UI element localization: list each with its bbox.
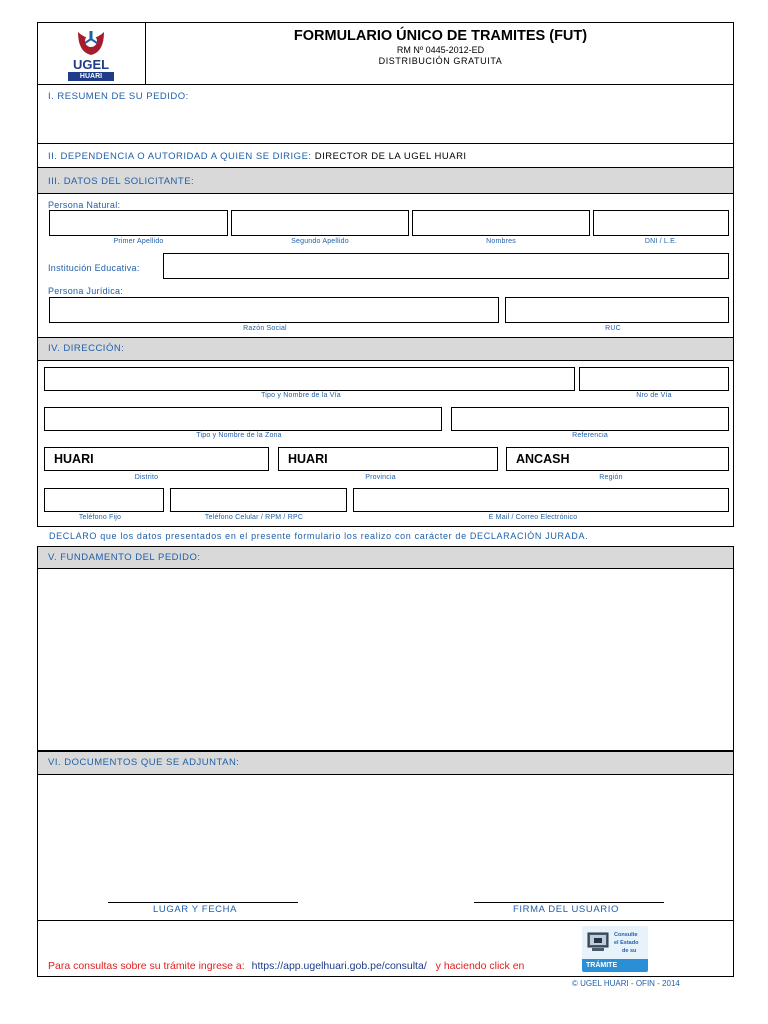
razon-social-field[interactable] (49, 297, 499, 323)
primer-apellido-field[interactable] (49, 210, 228, 236)
declaration-text: DECLARO que los datos presentados en el presente formulario los realizo con carácter de DECLARACIÓN JURADA. (49, 531, 589, 541)
referencia-caption: Referencia (572, 432, 608, 439)
section-direccion-label: IV. DIRECCIÓN: (48, 343, 125, 354)
email-caption: E Mail / Correo Electrónico (488, 514, 578, 521)
nro-via-field[interactable] (579, 367, 729, 391)
dni-field[interactable] (593, 210, 729, 236)
telefono-fijo-caption: Teléfono Fijo (78, 514, 122, 521)
region-field[interactable] (506, 447, 729, 471)
firma-line (474, 902, 664, 903)
persona-juridica-label: Persona Jurídica: (48, 286, 124, 296)
consulta-url-link[interactable]: https://app.ugelhuari.gob.pe/consulta/ (251, 960, 427, 972)
region-value: ANCASH (516, 452, 570, 466)
provincia-caption: Provincia (365, 474, 396, 481)
distrito-value: HUARI (54, 452, 94, 466)
section-solicitante-label: III. DATOS DEL SOLICITANTE: (48, 176, 195, 187)
section-fundamento-header (37, 546, 734, 569)
resolution-number: RM Nº 0445-2012-ED (396, 45, 485, 55)
badge-line3: de su (622, 948, 637, 954)
distrito-field[interactable] (44, 447, 269, 471)
section-dependencia-label: II. DEPENDENCIA O AUTORIDAD A QUIEN SE DIRIGE: (48, 151, 312, 162)
badge-title: TRÁMITE (582, 959, 648, 972)
logo (38, 23, 146, 84)
distrito-caption: Distrito (134, 474, 159, 481)
tipo-via-field[interactable] (44, 367, 575, 391)
consulta-text: Para consultas sobre su trámite ingrese a: (48, 960, 245, 972)
segundo-apellido-caption: Segundo Apellido (291, 238, 349, 245)
badge-line2: el Estado (614, 940, 639, 946)
nombres-caption: Nombres (486, 238, 516, 245)
section-dependencia (37, 143, 734, 168)
telefono-celular-caption: Teléfono Celular / RPM / RPC (204, 514, 304, 521)
tipo-zona-caption: Tipo y Nombre de la Zona (196, 432, 282, 439)
section-solicitante-header (37, 167, 734, 194)
nombres-field[interactable] (412, 210, 590, 236)
email-field[interactable] (353, 488, 729, 512)
footer-box (37, 920, 734, 977)
razon-social-caption: Razón Social (243, 325, 287, 332)
institucion-label: Institución Educativa: (48, 263, 140, 273)
ugel-emblem-icon (74, 28, 108, 58)
logo-text: UGEL (72, 57, 110, 72)
section-dependencia-value: DIRECTOR DE LA UGEL HUARI (314, 151, 467, 162)
badge-line1: Consulte (614, 932, 638, 938)
tramite-badge-button[interactable] (582, 926, 648, 972)
section-documentos-label: VI. DOCUMENTOS QUE SE ADJUNTAN: (48, 757, 240, 768)
section-resumen[interactable] (37, 84, 734, 144)
ruc-caption: RUC (605, 325, 621, 332)
section-documentos-header (37, 751, 734, 775)
form-title: FORMULARIO ÚNICO DE TRAMITES (FUT) (293, 28, 588, 44)
section-documentos-body[interactable] (37, 774, 734, 921)
nro-via-caption: Nro de Vía (636, 392, 672, 399)
section-direccion-header (37, 337, 734, 361)
provincia-field[interactable] (278, 447, 498, 471)
segundo-apellido-field[interactable] (231, 210, 409, 236)
firma-label: FIRMA DEL USUARIO (513, 904, 619, 915)
telefono-celular-field[interactable] (170, 488, 347, 512)
lugar-fecha-label: LUGAR Y FECHA (153, 904, 237, 915)
computer-icon (586, 931, 610, 953)
distribution-note: DISTRIBUCIÓN GRATUITA (378, 56, 503, 66)
section-dependencia-row (48, 151, 467, 162)
primer-apellido-caption: Primer Apellido (113, 238, 164, 245)
telefono-fijo-field[interactable] (44, 488, 164, 512)
copyright: © UGEL HUARI - OFIN - 2014 (572, 979, 680, 988)
region-caption: Región (599, 474, 623, 481)
provincia-value: HUARI (288, 452, 328, 466)
dni-caption: DNI / L.E. (644, 238, 678, 245)
section-fundamento-label: V. FUNDAMENTO DEL PEDIDO: (48, 552, 201, 563)
persona-natural-label: Persona Natural: (48, 200, 121, 210)
footer-row (48, 960, 524, 972)
institucion-field[interactable] (163, 253, 729, 279)
tipo-via-caption: Tipo y Nombre de la Vía (261, 392, 341, 399)
header (37, 22, 734, 85)
ruc-field[interactable] (505, 297, 729, 323)
lugar-fecha-line (108, 902, 298, 903)
tipo-zona-field[interactable] (44, 407, 442, 431)
click-text: y haciendo click en (435, 960, 525, 972)
section-fundamento-body[interactable] (37, 568, 734, 751)
referencia-field[interactable] (451, 407, 729, 431)
section-resumen-label: I. RESUMEN DE SU PEDIDO: (48, 91, 189, 102)
logo-subtext: HUARI (68, 72, 114, 81)
